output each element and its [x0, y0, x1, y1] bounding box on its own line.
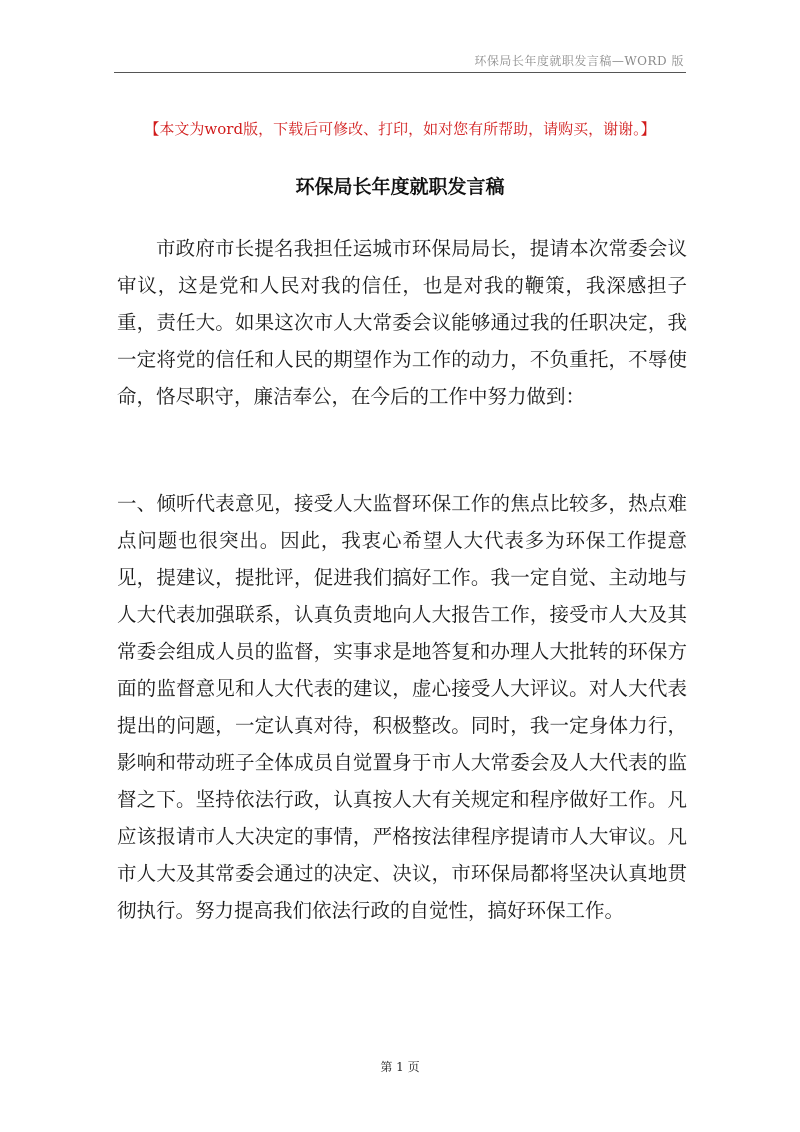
header-divider [114, 72, 686, 73]
purchase-notice: 【本文为word版，下载后可修改、打印，如对您有所帮助，请购买，谢谢。】 [144, 120, 656, 138]
document-title: 环保局长年度就职发言稿 [295, 176, 505, 198]
page-number: 第 1 页 [380, 1060, 420, 1074]
paragraph-intro: 市政府市长提名我担任运城市环保局局长，提请本次常委会议审议，这是党和人民对我的信任，也是对我的鞭策，我深感担子重，责任大。如果这次市人大常委会议能够通过我的任职决定，我一定将党的信任和人民的期望作为工作的动力，不负重托，不辱使命，恪尽职守，廉洁奉公，在今后的工作中努力做到： [117, 237, 687, 408]
paragraph-section-1: 一、倾听代表意见，接受人大监督环保工作的焦点比较多，热点难点问题也很突出。因此，我衷心希望人大代表多为环保工作提意见，提建议，提批评，促进我们搞好工作。我一定自觉、主动地与人大代表加强联系，认真负责地向人大报告工作，接受市人大及其常委会组成人员的监督，实事求是地答复和办理人大批转的环保方面的监督意见和人大代表的建议，虚心接受人大评议。对人大代表提出的问题，一定认真对待，积极整改。同时，我一定身体力行，影响和带动班子全体成员自觉置身于市人大常委会及人大代表的监督之下。坚持依法行政，认真按人大有关规定和程序做好工作。凡应该报请市人大决定的事情，严格按法律程序提请市人大审议。凡市人大及其常委会通过的决定、决议，市环保局都将坚决认真地贯彻执行。努力提高我们依法行政的自觉性，搞好环保工作。 [117, 492, 687, 922]
running-header: 环保局长年度就职发言稿—WORD 版 [474, 54, 684, 68]
